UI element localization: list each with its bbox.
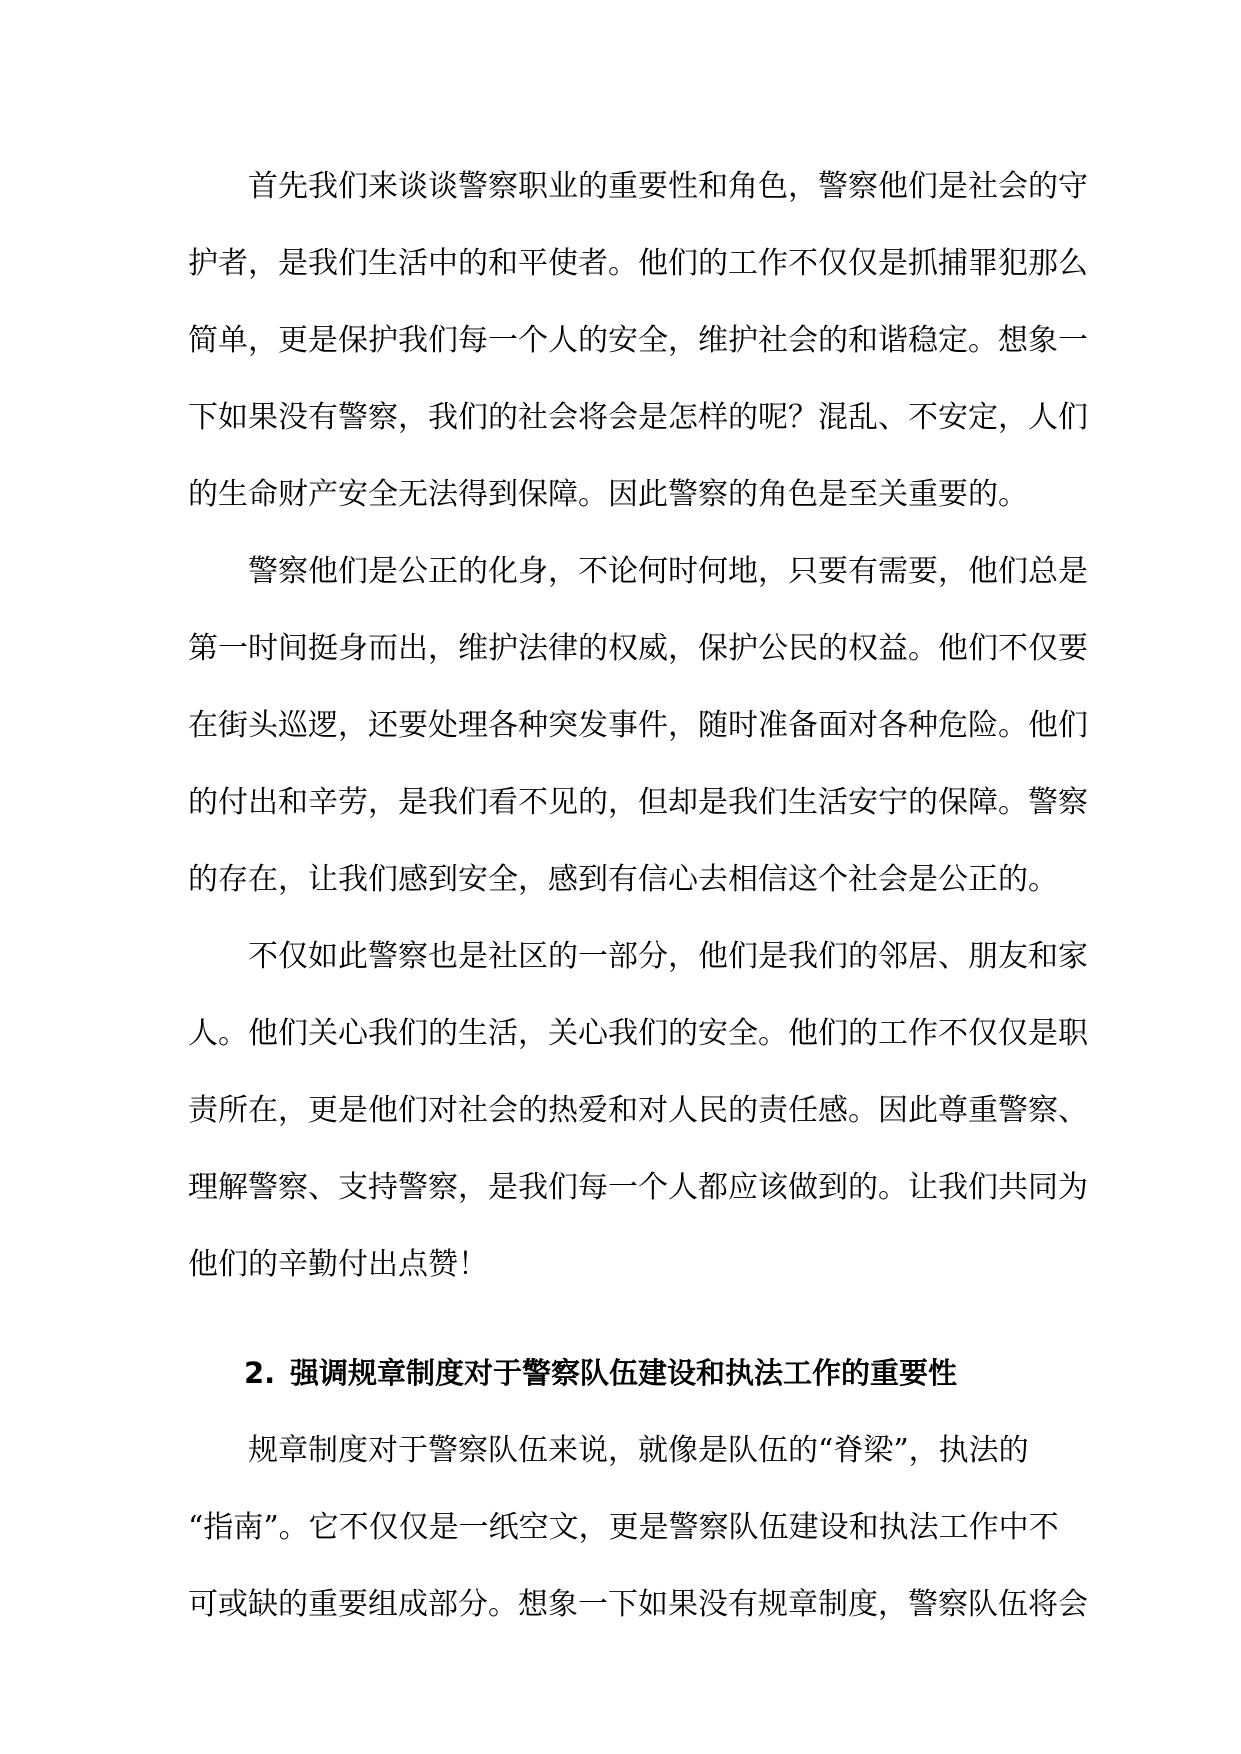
paragraph-line: 人。他们关心我们的生活，关心我们的安全。他们的工作不仅仅是职 — [188, 1016, 1088, 1051]
paragraph-police-role — [188, 148, 1088, 533]
paragraph-line: 下如果没有警察，我们的社会将会是怎样的呢？混乱、不安定，人们 — [188, 400, 1088, 435]
paragraph-regulations — [188, 1412, 1088, 1643]
paragraph-line: 理解警察、支持警察，是我们每一个人都应该做到的。让我们共同为 — [188, 1170, 1088, 1205]
paragraph-line: 在街头巡逻，还要处理各种突发事件，随时准备面对各种危险。他们 — [188, 708, 1088, 743]
paragraph-line: 可或缺的重要组成部分。想象一下如果没有规章制度，警察队伍将会 — [188, 1587, 1088, 1622]
paragraph-line: 不仅如此警察也是社区的一部分，他们是我们的邻居、朋友和家 — [248, 939, 1088, 974]
section-heading — [188, 1335, 1054, 1412]
paragraph-line: 护者，是我们生活中的和平使者。他们的工作不仅仅是抓捕罪犯那么 — [188, 246, 1088, 281]
paragraph-police-justice — [188, 533, 1088, 918]
paragraph-line: 责所在，更是他们对社会的热爱和对人民的责任感。因此尊重警察、 — [188, 1093, 1088, 1128]
paragraph-line: 警察他们是公正的化身，不论何时何地，只要有需要，他们总是 — [248, 554, 1088, 589]
paragraph-line: 规章制度对于警察队伍来说，就像是队伍的“脊梁”，执法的 — [248, 1433, 1029, 1468]
paragraph-line: 的存在，让我们感到安全，感到有信心去相信这个社会是公正的。 — [188, 862, 1058, 897]
section-number: 2. — [244, 1356, 276, 1390]
paragraph-line: 他们的辛勤付出点赞！ — [188, 1247, 488, 1282]
paragraph-line: “指南”。它不仅仅是一纸空文，更是警察队伍建设和执法工作中不 — [188, 1510, 1059, 1545]
document-page — [188, 148, 1088, 1643]
paragraph-line: 简单，更是保护我们每一个人的安全，维护社会的和谐稳定。想象一 — [188, 323, 1088, 358]
paragraph-line: 第一时间挺身而出，维护法律的权威，保护公民的权益。他们不仅要 — [188, 631, 1088, 666]
paragraph-line: 的生命财产安全无法得到保障。因此警察的角色是至关重要的。 — [188, 477, 1028, 512]
paragraph-line: 的付出和辛劳，是我们看不见的，但却是我们生活安宁的保障。警察 — [188, 785, 1088, 820]
section-title: 强调规章制度对于警察队伍建设和执法工作的重要性 — [290, 1356, 958, 1390]
paragraph-line: 首先我们来谈谈警察职业的重要性和角色，警察他们是社会的守 — [248, 169, 1088, 204]
paragraph-police-community — [188, 918, 1088, 1303]
